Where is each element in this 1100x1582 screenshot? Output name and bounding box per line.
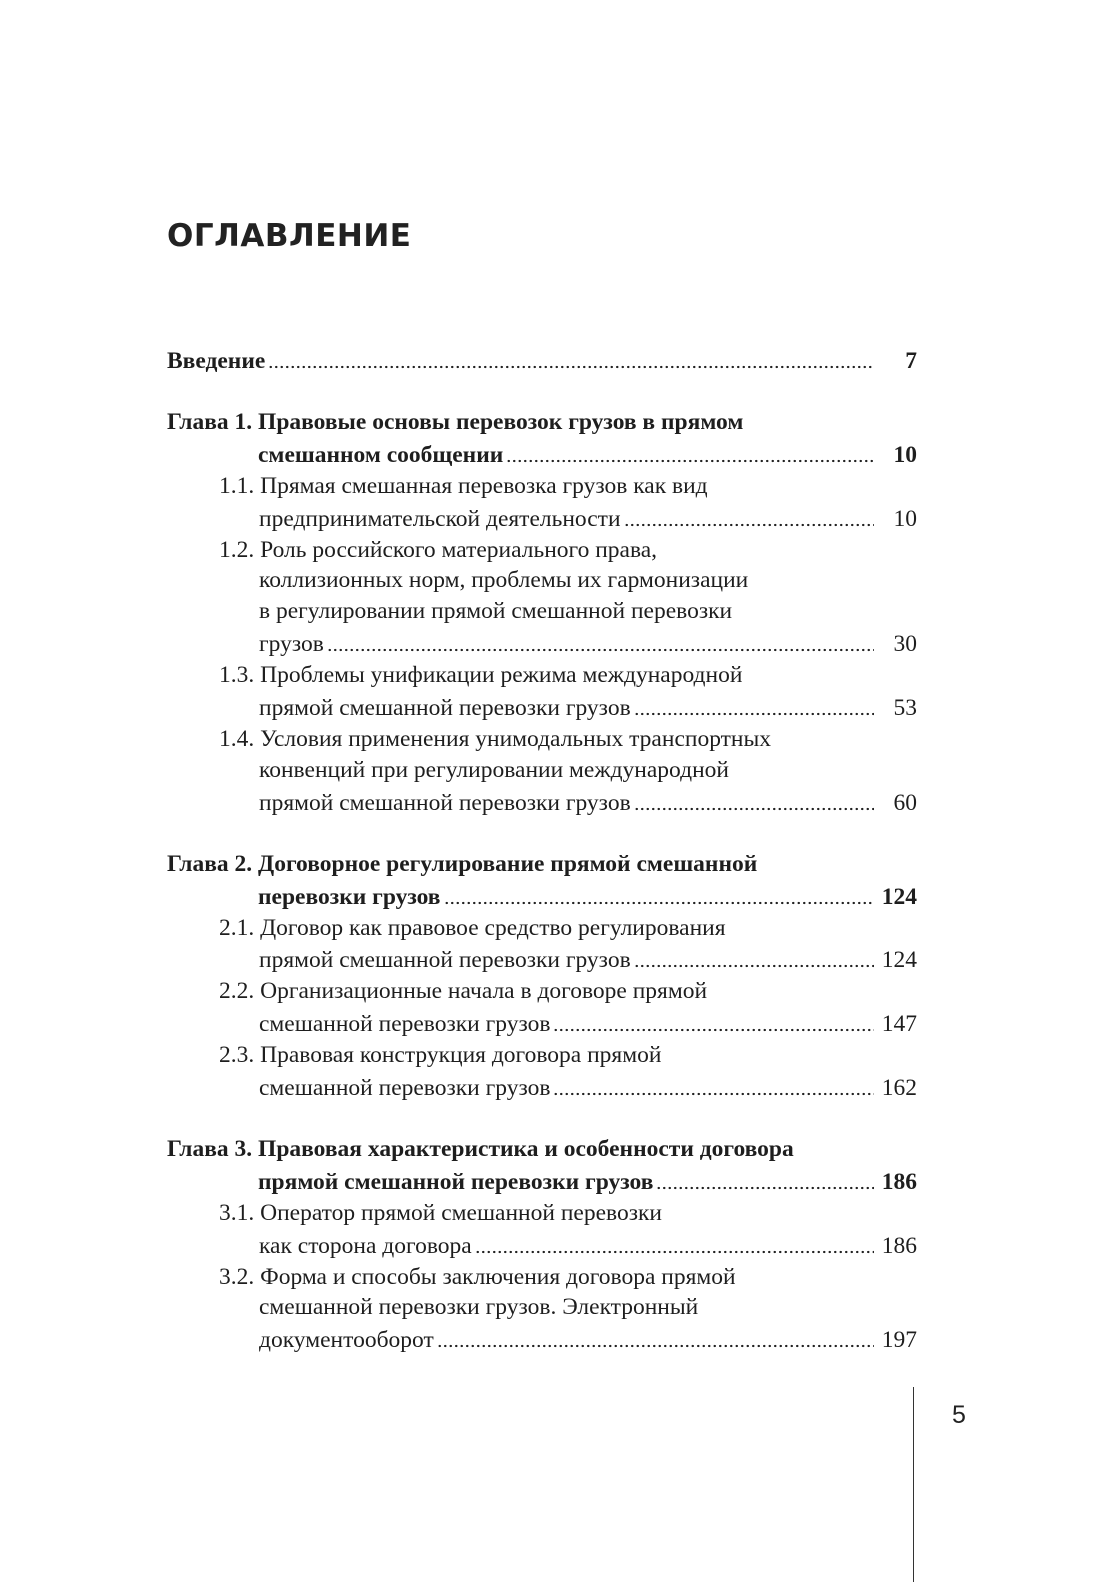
toc-entry-title — [259, 1009, 550, 1040]
dot-leader — [634, 944, 874, 968]
toc-entry-line — [167, 724, 917, 755]
toc-entry-title-text: перевозки грузов — [258, 883, 441, 910]
toc-entry-line — [167, 913, 917, 944]
toc-entry-line — [167, 596, 917, 627]
toc-entry-line — [167, 407, 917, 438]
dot-leader — [506, 439, 874, 463]
toc-entry-title: Глава 2. Договорное регулирование прямой смешанной — [167, 850, 758, 877]
section-number: 2.2. — [219, 978, 255, 1005]
toc-entry-title: в регулировании прямой смешанной перевозки — [259, 598, 733, 625]
toc-entry-last-line — [167, 502, 917, 535]
toc-entry-title-text: смешанном сообщении — [258, 441, 504, 468]
toc-entry-last-line — [167, 880, 917, 913]
toc-entry-last-line — [167, 1229, 917, 1262]
toc-page-number: 162 — [881, 1075, 917, 1102]
toc-entry-title — [259, 629, 324, 660]
dot-leader — [634, 692, 874, 716]
toc-entry-title — [259, 945, 631, 976]
toc-entry-last-line — [167, 1165, 917, 1198]
toc-entry-section[interactable] — [167, 1262, 917, 1357]
toc-page-number: 186 — [881, 1168, 917, 1195]
toc-entry-title-text: предпринимательской деятельности — [259, 505, 621, 532]
toc-entry-section[interactable] — [167, 471, 917, 535]
chapter-spacer — [167, 377, 917, 407]
toc-entry-line — [167, 565, 917, 596]
toc-entry-line — [167, 1292, 917, 1323]
section-number: 1.3. — [219, 662, 255, 689]
toc-entry-section[interactable] — [167, 1198, 917, 1262]
dot-leader — [624, 503, 874, 527]
toc-entry-title: Оператор прямой смешанной перевозки — [260, 1199, 662, 1226]
toc-entry-chapter[interactable] — [167, 407, 917, 471]
toc-page-number: 147 — [881, 1011, 917, 1038]
toc-entry-section[interactable] — [167, 976, 917, 1040]
toc-entry-last-line — [167, 1007, 917, 1040]
toc-entry-chapter[interactable] — [167, 849, 917, 913]
toc-entry-title-text: как сторона договора — [259, 1232, 472, 1259]
toc-entry-last-line — [167, 627, 917, 660]
toc-entry-title: Введение — [167, 348, 266, 374]
toc-entry-title: коллизионных норм, проблемы их гармонизации — [259, 567, 749, 594]
toc-entry-title: Прямая смешанная перевозка грузов как вид — [260, 472, 708, 499]
toc-page-number: 53 — [893, 695, 917, 722]
toc-entry-line — [167, 755, 917, 786]
toc-entry-line — [167, 1262, 917, 1293]
toc-entry-line — [167, 660, 917, 691]
toc-entry-line — [167, 976, 917, 1007]
toc-page-number: 10 — [893, 505, 917, 532]
toc-entry-title — [259, 1073, 550, 1104]
dot-leader — [327, 628, 874, 652]
toc-entry-line — [167, 535, 917, 566]
section-number: 3.1. — [219, 1199, 255, 1226]
toc-entry-title — [259, 1231, 472, 1262]
toc-entry-title: Глава 1. Правовые основы перевозок грузов в прямом — [167, 408, 744, 435]
table-of-contents — [167, 344, 917, 1356]
toc-entry-last-line — [167, 786, 917, 819]
toc-entry-title: смешанной перевозки грузов. Электронный — [259, 1294, 699, 1321]
toc-entry-section[interactable] — [167, 1040, 917, 1104]
toc-entry-title-text: прямой смешанной перевозки грузов — [259, 789, 631, 816]
toc-page-number: 7 — [905, 348, 917, 374]
toc-entry-last-line — [167, 438, 917, 471]
toc-entry-title: Проблемы унификации режима международной — [260, 662, 743, 689]
toc-entry-title: Форма и способы заключения договора прямой — [260, 1263, 736, 1290]
toc-page-number: 124 — [881, 947, 917, 974]
dot-leader — [268, 345, 874, 369]
toc-entry-section[interactable] — [167, 913, 917, 977]
toc-entry-section[interactable] — [167, 724, 917, 819]
toc-entry-title-text: смешанной перевозки грузов — [259, 1011, 551, 1038]
toc-page-number: 186 — [881, 1232, 917, 1259]
toc-page-number: 10 — [893, 441, 917, 468]
toc-entry-title — [259, 693, 631, 724]
toc-entry-line — [167, 849, 917, 880]
toc-entry-last-line — [167, 691, 917, 724]
dot-leader — [553, 1072, 874, 1096]
page-title: ОГЛАВЛЕНИЕ — [167, 218, 412, 254]
toc-page-number: 30 — [893, 631, 917, 658]
toc-entry-chapter[interactable] — [167, 1134, 917, 1198]
section-number: 3.2. — [219, 1263, 255, 1290]
toc-entry-last-line — [167, 1323, 917, 1356]
section-number: 2.1. — [219, 914, 255, 941]
toc-entry-section[interactable] — [167, 535, 917, 661]
section-number: 2.3. — [219, 1042, 255, 1069]
section-number: 1.1. — [219, 472, 255, 499]
dot-leader — [444, 881, 875, 905]
dot-leader — [634, 787, 874, 811]
toc-entry-last-line — [167, 943, 917, 976]
toc-entry-line — [167, 471, 917, 502]
toc-entry-title: Организационные начала в договоре прямой — [260, 978, 708, 1005]
toc-entry-title — [259, 788, 631, 819]
toc-entry-title: Правовая конструкция договора прямой — [260, 1042, 662, 1069]
toc-entry-intro[interactable] — [167, 344, 917, 377]
chapter-spacer — [167, 819, 917, 849]
toc-entry-title: Договор как правовое средство регулирования — [260, 914, 726, 941]
toc-entry-line — [167, 1040, 917, 1071]
toc-entry-title — [259, 1325, 434, 1356]
toc-entry-line — [167, 1198, 917, 1229]
toc-page-number: 197 — [881, 1327, 917, 1354]
dot-leader — [553, 1008, 874, 1032]
toc-entry-title: конвенций при регулировании международной — [259, 756, 729, 783]
page-number: 5 — [952, 1401, 966, 1429]
dot-leader — [437, 1324, 874, 1348]
toc-entry-title: Глава 3. Правовая характеристика и особенности договора — [167, 1135, 794, 1162]
toc-entry-title — [258, 440, 503, 471]
toc-entry-title-text: грузов — [259, 631, 324, 658]
toc-entry-title-text: прямой смешанной перевозки грузов — [259, 947, 631, 974]
footer-rule — [913, 1387, 914, 1582]
toc-entry-title-text: прямой смешанной перевозки грузов — [258, 1168, 654, 1195]
toc-entry-title — [258, 1167, 653, 1198]
toc-entry-title: Условия применения унимодальных транспортных — [260, 725, 772, 752]
dot-leader — [656, 1166, 874, 1190]
toc-entry-line — [167, 1134, 917, 1165]
toc-entry-title-text: смешанной перевозки грузов — [259, 1075, 551, 1102]
toc-entry-title — [259, 504, 621, 535]
toc-page-number: 124 — [881, 883, 917, 910]
toc-entry-title-text: документооборот — [259, 1327, 434, 1354]
toc-page-number: 60 — [893, 789, 917, 816]
toc-entry-title: Роль российского материального права, — [260, 536, 658, 563]
chapter-spacer — [167, 1104, 917, 1134]
toc-entry-title-text: прямой смешанной перевозки грузов — [259, 695, 631, 722]
section-number: 1.4. — [219, 725, 255, 752]
dot-leader — [475, 1230, 874, 1254]
toc-entry-last-line — [167, 344, 917, 377]
section-number: 1.2. — [219, 536, 255, 563]
toc-entry-section[interactable] — [167, 660, 917, 724]
toc-entry-title — [258, 882, 441, 913]
toc-entry-last-line — [167, 1071, 917, 1104]
